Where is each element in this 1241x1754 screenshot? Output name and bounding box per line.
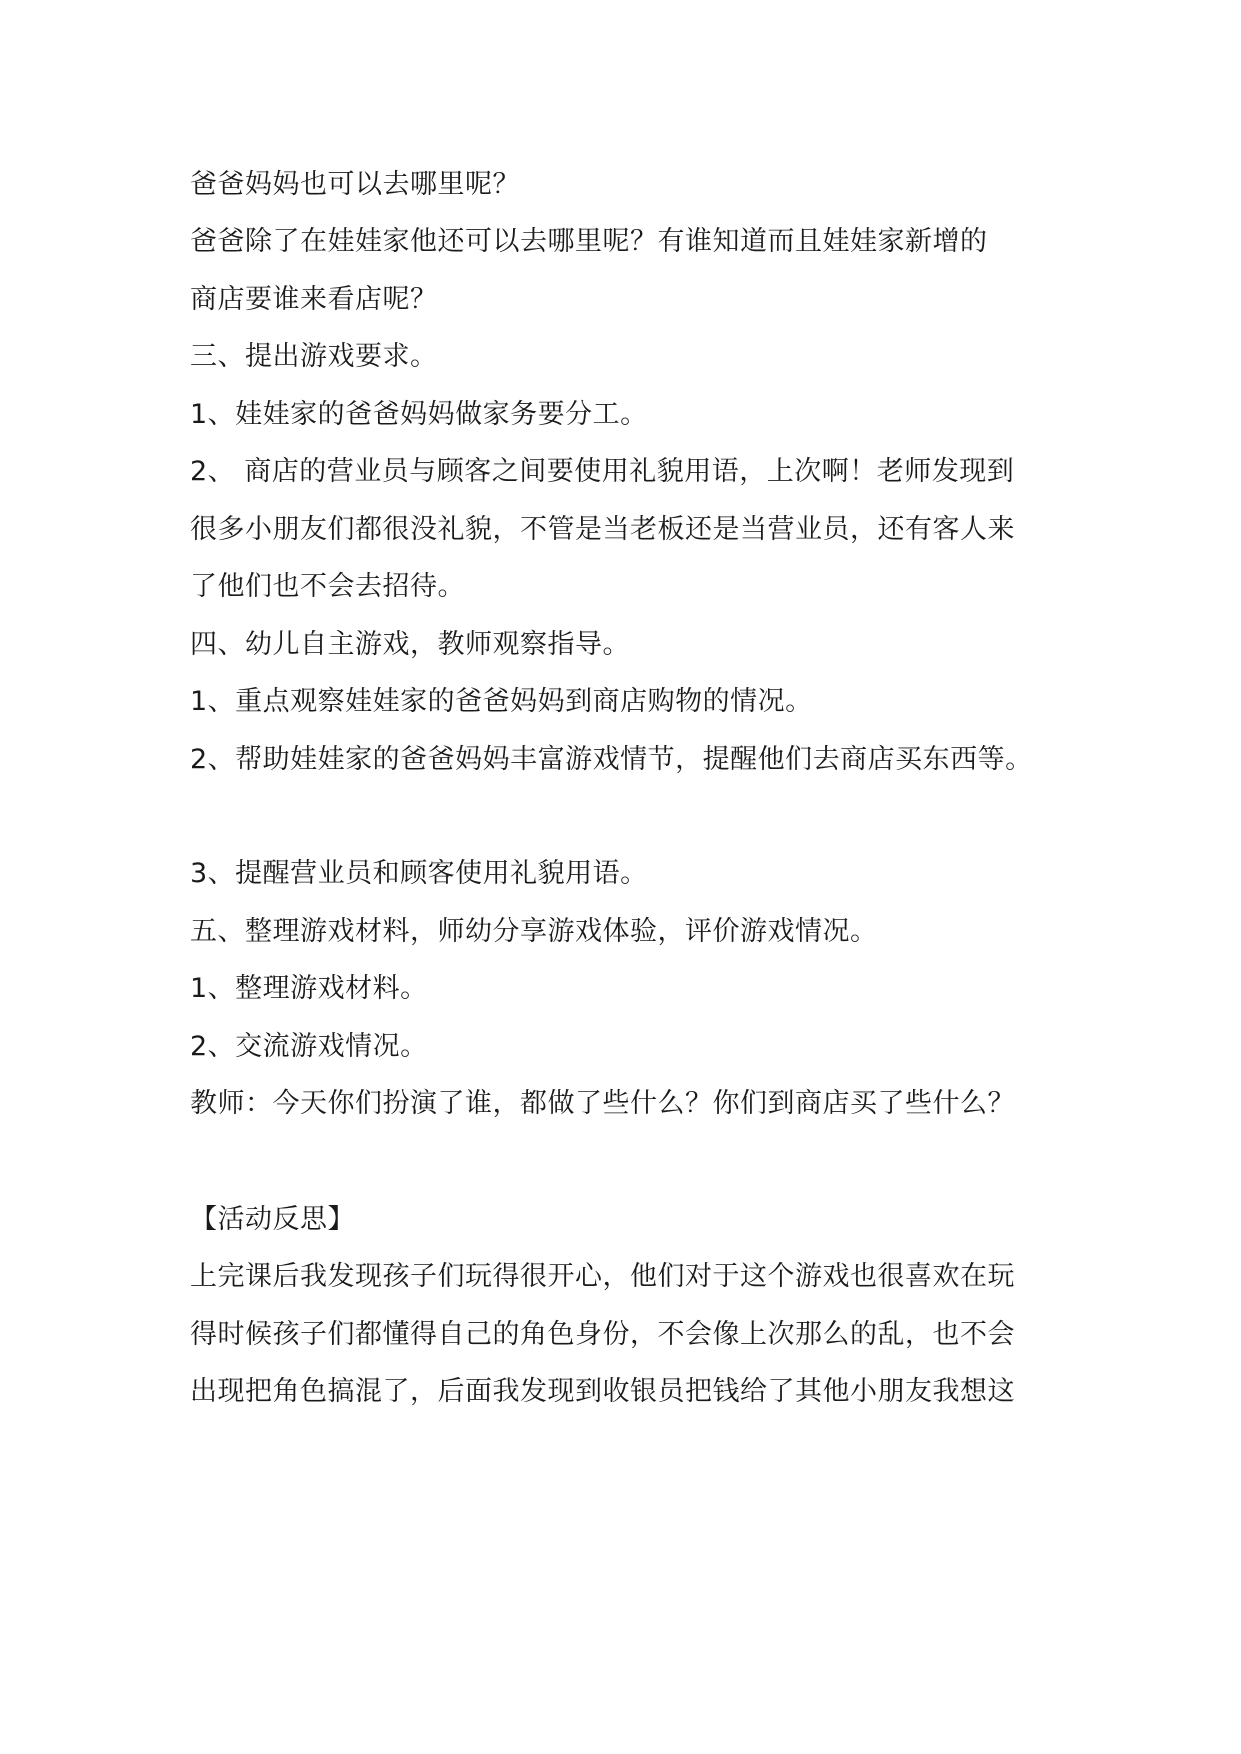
- text-line: 商店要谁来看店呢？: [190, 284, 438, 315]
- list-item: 2、 商店的营业员与顾客之间要使用礼貌用语，上次啊！老师发现到: [190, 456, 1015, 487]
- text-line: 出现把角色搞混了，后面我发现到收银员把钱给了其他小朋友我想这: [190, 1376, 1015, 1407]
- text-line: 爸爸妈妈也可以去哪里呢？: [190, 169, 520, 200]
- text-line: 上完课后我发现孩子们玩得很开心，他们对于这个游戏也很喜欢在玩: [190, 1261, 1015, 1292]
- list-item: 3、提醒营业员和顾客使用礼貌用语。: [190, 858, 648, 889]
- section-heading: 四、幼儿自主游戏，教师观察指导。: [190, 629, 630, 660]
- text-line: 爸爸除了在娃娃家他还可以去哪里呢？有谁知道而且娃娃家新增的: [190, 226, 988, 257]
- list-item: 1、娃娃家的爸爸妈妈做家务要分工。: [190, 399, 648, 430]
- section-heading: 三、提出游戏要求。: [190, 341, 438, 372]
- list-item: 1、整理游戏材料。: [190, 973, 428, 1004]
- list-item: 2、交流游戏情况。: [190, 1031, 428, 1062]
- list-item: 2、帮助娃娃家的爸爸妈妈丰富游戏情节，提醒他们去商店买东西等。: [190, 744, 1033, 775]
- text-line: 教师：今天你们扮演了谁，都做了些什么？你们到商店买了些什么？: [190, 1088, 1015, 1119]
- list-item: 1、重点观察娃娃家的爸爸妈妈到商店购物的情况。: [190, 686, 813, 717]
- text-line: 很多小朋友们都很没礼貌，不管是当老板还是当营业员，还有客人来: [190, 514, 1015, 545]
- text-line: 得时候孩子们都懂得自己的角色身份，不会像上次那么的乱，也不会: [190, 1319, 1015, 1350]
- text-line: 了他们也不会去招待。: [190, 571, 465, 602]
- reflection-heading: 【活动反思】: [190, 1204, 355, 1235]
- section-heading: 五、整理游戏材料，师幼分享游戏体验，评价游戏情况。: [190, 916, 878, 947]
